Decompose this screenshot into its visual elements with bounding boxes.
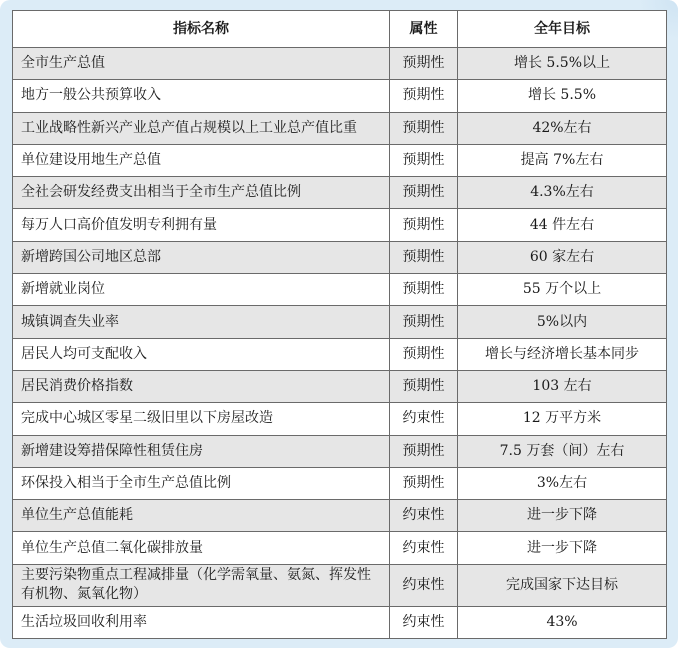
indicator-name-cell: 全社会研发经费支出相当于全市生产总值比例 xyxy=(13,177,390,209)
table-row xyxy=(13,338,667,370)
target-cell: 42%左右 xyxy=(458,112,667,144)
attribute-cell: 预期性 xyxy=(390,370,458,402)
table-header-row xyxy=(13,11,667,48)
target-cell: 4.3%左右 xyxy=(458,177,667,209)
indicator-name-cell: 单位生产总值能耗 xyxy=(13,500,390,532)
attribute-cell: 预期性 xyxy=(390,338,458,370)
target-cell: 43% xyxy=(458,606,667,638)
attribute-cell: 预期性 xyxy=(390,241,458,273)
table-row xyxy=(13,467,667,499)
target-cell: 55 万个以上 xyxy=(458,274,667,306)
indicator-name-cell: 新增建设筹措保障性租赁住房 xyxy=(13,435,390,467)
attribute-cell: 预期性 xyxy=(390,144,458,176)
target-cell: 12 万平方米 xyxy=(458,403,667,435)
target-cell: 提高 7%左右 xyxy=(458,144,667,176)
target-cell: 进一步下降 xyxy=(458,500,667,532)
table-row xyxy=(13,241,667,273)
attribute-cell: 预期性 xyxy=(390,177,458,209)
table-row xyxy=(13,209,667,241)
target-cell: 103 左右 xyxy=(458,370,667,402)
target-cell: 5%以内 xyxy=(458,306,667,338)
target-cell: 44 件左右 xyxy=(458,209,667,241)
table-row xyxy=(13,177,667,209)
table-row xyxy=(13,564,667,606)
indicator-name-cell: 完成中心城区零星二级旧里以下房屋改造 xyxy=(13,403,390,435)
attribute-cell: 预期性 xyxy=(390,435,458,467)
indicator-name-cell: 环保投入相当于全市生产总值比例 xyxy=(13,467,390,499)
table-row xyxy=(13,500,667,532)
indicator-name-cell: 单位建设用地生产总值 xyxy=(13,144,390,176)
table-row xyxy=(13,48,667,80)
header-attribute: 属性 xyxy=(390,11,458,48)
target-cell: 完成国家下达目标 xyxy=(458,564,667,606)
table-row xyxy=(13,144,667,176)
indicator-name-cell: 居民消费价格指数 xyxy=(13,370,390,402)
indicator-table xyxy=(12,10,667,639)
indicator-name-cell: 地方一般公共预算收入 xyxy=(13,80,390,112)
target-cell: 7.5 万套（间）左右 xyxy=(458,435,667,467)
attribute-cell: 预期性 xyxy=(390,209,458,241)
table-row xyxy=(13,370,667,402)
header-annual-target: 全年目标 xyxy=(458,11,667,48)
target-cell: 60 家左右 xyxy=(458,241,667,273)
target-cell: 增长与经济增长基本同步 xyxy=(458,338,667,370)
attribute-cell: 预期性 xyxy=(390,467,458,499)
target-cell: 增长 5.5%以上 xyxy=(458,48,667,80)
attribute-cell: 约束性 xyxy=(390,532,458,564)
table-row xyxy=(13,532,667,564)
attribute-cell: 约束性 xyxy=(390,500,458,532)
table-row xyxy=(13,606,667,638)
indicator-name-cell: 居民人均可支配收入 xyxy=(13,338,390,370)
target-cell: 增长 5.5% xyxy=(458,80,667,112)
attribute-cell: 预期性 xyxy=(390,80,458,112)
attribute-cell: 约束性 xyxy=(390,564,458,606)
table-row xyxy=(13,306,667,338)
indicator-name-cell: 每万人口高价值发明专利拥有量 xyxy=(13,209,390,241)
attribute-cell: 预期性 xyxy=(390,112,458,144)
attribute-cell: 预期性 xyxy=(390,306,458,338)
table-row xyxy=(13,112,667,144)
target-cell: 3%左右 xyxy=(458,467,667,499)
indicator-name-cell: 单位生产总值二氧化碳排放量 xyxy=(13,532,390,564)
indicator-name-cell: 全市生产总值 xyxy=(13,48,390,80)
attribute-cell: 约束性 xyxy=(390,606,458,638)
table-row xyxy=(13,80,667,112)
table-row xyxy=(13,403,667,435)
target-cell: 进一步下降 xyxy=(458,532,667,564)
indicator-name-cell: 生活垃圾回收利用率 xyxy=(13,606,390,638)
indicator-name-cell: 主要污染物重点工程减排量（化学需氧量、氨氮、挥发性有机物、氮氧化物） xyxy=(13,564,390,606)
attribute-cell: 预期性 xyxy=(390,274,458,306)
indicator-name-cell: 新增跨国公司地区总部 xyxy=(13,241,390,273)
table-row xyxy=(13,435,667,467)
indicator-name-cell: 城镇调查失业率 xyxy=(13,306,390,338)
attribute-cell: 预期性 xyxy=(390,48,458,80)
indicator-name-cell: 工业战略性新兴产业总产值占规模以上工业总产值比重 xyxy=(13,112,390,144)
table-row xyxy=(13,274,667,306)
attribute-cell: 约束性 xyxy=(390,403,458,435)
header-indicator-name: 指标名称 xyxy=(13,11,390,48)
indicator-name-cell: 新增就业岗位 xyxy=(13,274,390,306)
